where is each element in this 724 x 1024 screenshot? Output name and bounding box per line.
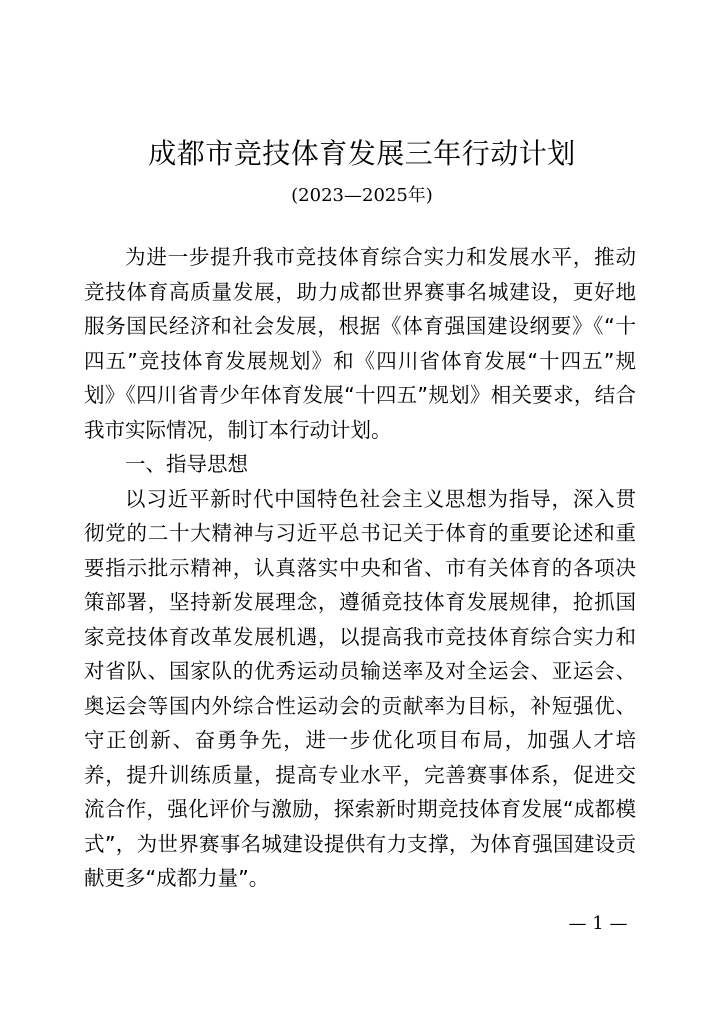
page-number: — 1 — [568,913,628,934]
document-body [84,240,636,896]
document-subtitle: (2023—2025年) [291,185,433,206]
intro-paragraph: 为进一步提升我市竞技体育综合实力和发展水平，推动竞技体育高质量发展，助力成都世界赛事名城建设，更好地服务国民经济和社会发展，根据《体育强国建设纲要》《“十四五”竞技体育发展规划》和《四川省体育发展“十四五”规划》《四川省青少年体育发展“十四五”规划》相关要求，结合我市实际情况，制订本行动计划。 [84,245,636,442]
section-heading-guiding-ideology: 一、指导思想 [125,452,248,476]
document-title: 成都市竞技体育发展三年行动计划 [148,137,576,170]
guiding-ideology-paragraph: 以习近平新时代中国特色社会主义思想为指导，深入贯彻党的二十大精神与习近平总书记关于体育的重要论述和重要指示批示精神，认真落实中央和省、市有关体育的各项决策部署，坚持新发展理念，遵循竞技体育发展规律，抢抓国家竞技体育改革发展机遇，以提高我市竞技体育综合实力和对省队、国家队的优秀运动员输送率及对全运会、亚运会、奥运会等国内外综合性运动会的贡献率为目标，补短强优、守正创新、奋勇争先，进一步优化项目布局，加强人才培养，提升训练质量，提高专业水平，完善赛事体系，促进交流合作，强化评价与激励，探索新时期竞技体育发展“成都模式”，为世界赛事名城建设提供有力支撑，为体育强国建设贡献更多“成都力量”。 [84,486,636,890]
